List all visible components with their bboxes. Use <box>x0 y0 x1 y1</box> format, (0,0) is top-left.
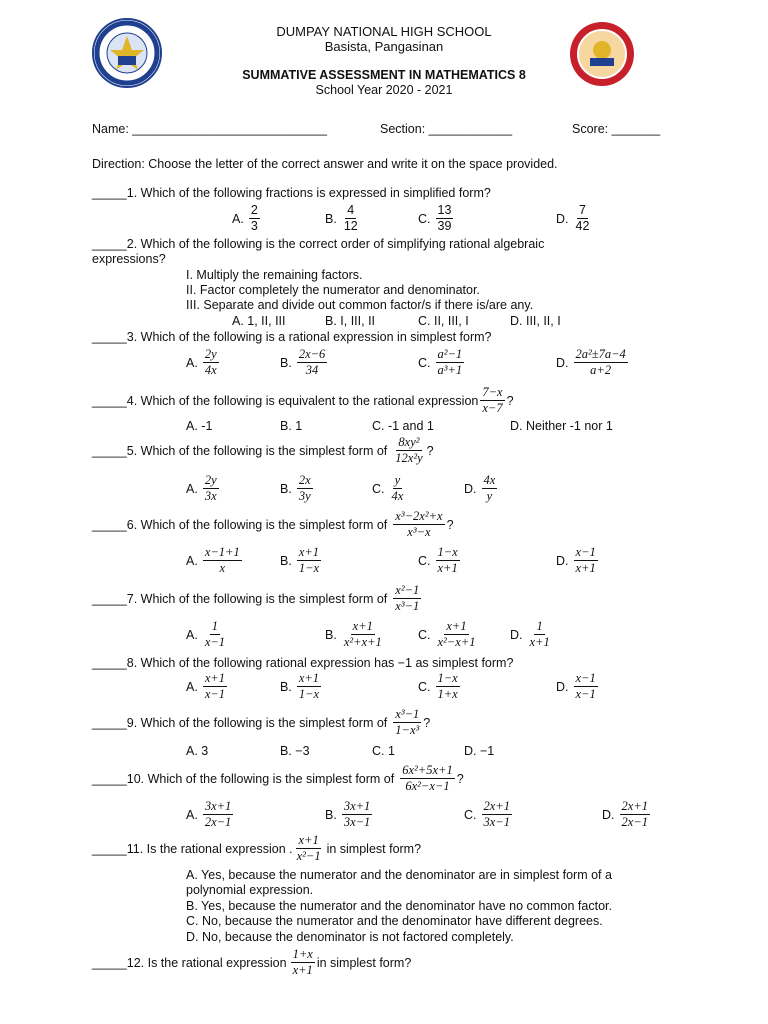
question-4: _____4. Which of the following is equivalent to the rational expression $\frac{7-x}{x-7}$ ? <box>92 385 514 416</box>
q10-option-a: A. $\frac{3x+1}{2x-1}$ <box>186 799 232 830</box>
q8-option-d: D. $\frac{x-1}{x-1}$ <box>556 671 596 702</box>
question-8: _____8. Which of the following rational expression has −1 as simplest form? <box>92 656 514 670</box>
school-location: Basista, Pangasinan <box>324 39 444 54</box>
q1-option-a: A. $\frac{2}{3}$ <box>232 203 258 234</box>
score-field: Score: _______ <box>572 122 661 136</box>
q5-option-a: A. $\frac{2y}{3x}$ <box>186 473 217 504</box>
q3-option-d: D. $\frac{\text{2a²±7a−4}}{a+2}$ <box>556 347 626 378</box>
q7-option-c: C. $\frac{x+1}{\text{x²−x+1}}$ <box>418 619 476 650</box>
question-3: _____3. Which of the following is a rational expression in simplest form? <box>92 330 492 344</box>
section-field: Section: ____________ <box>380 122 513 136</box>
q3-option-b: B. $\frac{2x-6}{34}$ <box>280 347 326 378</box>
q8-option-b: B. $\frac{x+1}{1-x}$ <box>280 671 320 702</box>
question-6: _____6. Which of the following is the simplest form of $\frac{\text{x³−2x²+x}}{\text{x³−x}}$ ? <box>92 509 454 540</box>
q7-option-d: D. $\frac{1}{x+1}$ <box>510 619 550 650</box>
question-9: _____9. Which of the following is the simplest form of $\frac{\text{x³−1}}{\text{1−x³}}$ ? <box>92 707 431 738</box>
q10-option-d: D. $\frac{2x+1}{2x-1}$ <box>602 799 648 830</box>
q2-option-d: D. III, II, I <box>510 314 561 328</box>
q11-option-b: B. Yes, because the numerator and the denominator have no common factor. <box>186 899 612 913</box>
question-10: _____10. Which of the following is the simplest form of $\frac{\text{6x²+5x+1}}{\text{6x²−x−1}}$ ? <box>92 763 464 794</box>
direction-text: Direction: Choose the letter of the correct answer and write it on the space provided. <box>92 157 558 171</box>
question-12: _____12. Is the rational expression $\frac{1+x}{x+1}$ in simplest form? <box>92 947 412 978</box>
q4-option-b: B. 1 <box>280 419 303 433</box>
q1-option-c: C. $\frac{13}{39}$ <box>418 203 452 234</box>
q4-option-a: A. -1 <box>186 419 213 433</box>
q9-option-c: C. 1 <box>372 744 395 758</box>
q2-step-2: II. Factor completely the numerator and denominator. <box>186 283 480 297</box>
question-5: _____5. Which of the following is the simplest form of $\frac{\text{8xy²}}{\text{12x²y}}$ ? <box>92 435 434 466</box>
q5-option-c: C. $\frac{y}{4x}$ <box>372 473 404 504</box>
q1-option-b: B. $\frac{4}{12}$ <box>325 203 358 234</box>
name-field: Name: ____________________________ <box>92 122 327 136</box>
q6-option-b: B. $\frac{x+1}{1-x}$ <box>280 545 320 576</box>
q2-option-a: A. 1, II, III <box>232 314 286 328</box>
q5-option-d: D. $\frac{4x}{y}$ <box>464 473 496 504</box>
q11-option-a: A. Yes, because the numerator and the denominator are in simplest form of a <box>186 868 612 882</box>
q8-option-c: C. $\frac{1-x}{1+x}$ <box>418 671 458 702</box>
q11-option-a-cont: polynomial expression. <box>186 883 314 897</box>
q11-option-d: D. No, because the denominator is not factored completely. <box>186 930 514 944</box>
q9-option-a: A. 3 <box>186 744 209 758</box>
q7-option-a: A. $\frac{1}{x-1}$ <box>186 619 226 650</box>
q8-option-a: A. $\frac{x+1}{x-1}$ <box>186 671 226 702</box>
question-2-cont: expressions? <box>92 252 166 266</box>
q6-option-c: C. $\frac{1-x}{x+1}$ <box>418 545 458 576</box>
question-7: _____7. Which of the following is the simplest form of $\frac{\text{x²−1}}{\text{x³−1}}$ <box>92 583 420 614</box>
q3-option-c: C. $\frac{\text{a²−1}}{\text{a³+1}}$ <box>418 347 463 378</box>
q10-option-c: C. $\frac{2x+1}{3x-1}$ <box>464 799 510 830</box>
q5-option-b: B. $\frac{2x}{3y}$ <box>280 473 311 504</box>
q11-option-c: C. No, because the numerator and the denominator have different degrees. <box>186 914 603 928</box>
q3-option-a: A. $\frac{2y}{4x}$ <box>186 347 217 378</box>
question-1: _____1. Which of the following fractions is expressed in simplified form? <box>92 186 491 200</box>
question-2: _____2. Which of the following is the correct order of simplifying rational algebraic <box>92 237 545 251</box>
q9-option-b: B. −3 <box>280 744 310 758</box>
q1-option-d: D. $\frac{7}{42}$ <box>556 203 590 234</box>
assessment-title: SUMMATIVE ASSESSMENT IN MATHEMATICS 8 <box>242 68 526 82</box>
q9-option-d: D. −1 <box>464 744 495 758</box>
q2-step-1: I. Multiply the remaining factors. <box>186 268 363 282</box>
q7-option-b: B. $\frac{x+1}{\text{x²+x+1}}$ <box>325 619 382 650</box>
q4-option-d: D. Neither -1 nor 1 <box>510 419 613 433</box>
q10-option-b: B. $\frac{3x+1}{3x-1}$ <box>325 799 371 830</box>
q2-option-c: C. II, III, I <box>418 314 469 328</box>
school-year: School Year 2020 - 2021 <box>315 83 453 97</box>
q2-option-b: B. I, III, II <box>325 314 376 328</box>
q6-option-a: A. $\frac{x-1+1}{x}$ <box>186 545 240 576</box>
q4-option-c: C. -1 and 1 <box>372 419 434 433</box>
question-11: _____11. Is the rational expression . $\frac{x+1}{\text{x²−1}}$ in simplest form? <box>92 833 422 864</box>
q6-option-d: D. $\frac{x-1}{x+1}$ <box>556 545 596 576</box>
school-name: DUMPAY NATIONAL HIGH SCHOOL <box>276 24 492 39</box>
q2-step-3: III. Separate and divide out common factor/s if there is/are any. <box>186 298 534 312</box>
